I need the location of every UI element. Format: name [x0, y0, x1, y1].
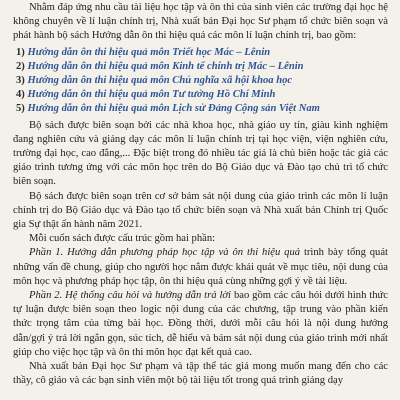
part1-title: Phần 1. Hướng dẫn phương pháp học tập và ôn thi hiệu quả	[29, 247, 301, 259]
part2-title: Phần 2. Hệ thống câu hỏi và hướng dẫn trả lời	[29, 290, 232, 302]
intro-paragraph: Nhằm đáp ứng nhu cầu tài liệu học tập và ôn thi của sinh viên các trường đại học hệ không chuyên về lí luận chính trị, Nhà xuất bản Đại học Sư phạm tổ chức biên soạn và phát hành bộ sách Hướng dẫn ôn thi hiệu quả các môn lí luận chính trị, bao gồm:	[13, 2, 388, 42]
list-item-number: 4)	[16, 89, 25, 101]
list-item-number: 2)	[16, 60, 25, 72]
basis-paragraph: Bộ sách được biên soạn trên cơ sở bám sát nội dung của giáo trình các môn lí luận chính trị do Bộ Giáo dục và Đào tạo tổ chức biên soạn và Nhà xuất bản Chính trị Quốc gia Sự thật ấn hành năm 2021.	[13, 190, 388, 231]
list-item-title: Hướng dẫn ôn thi hiệu quả môn Lịch sử Đảng Cộng sản Việt Nam	[27, 103, 320, 115]
part2-text: bao gồm các câu hỏi dưới hình thức tự luận được biên soạn theo logic nội dung của các chương, tập trung vào phần kiến thức trọng tâm của từng bài học. Đồng thời, dưới mỗi câu hỏi là nội dung hướng dẫn/gợi ý trả lời ngắn gọn, súc tích, dễ hiểu và bám sát nội dung của giáo trình mới nhất giúp cho việc học tập và ôn thi môn học đạt kết quả cao.	[13, 290, 389, 358]
list-item-title: Hướng dẫn ôn thi hiệu quả môn Triết học Mác – Lênin	[27, 46, 271, 58]
structure-intro-paragraph: Mỗi cuốn sách được cấu trúc gồm hai phần:	[29, 233, 216, 245]
list-item	[13, 60, 388, 74]
list-item	[13, 88, 388, 102]
list-item-title: Hướng dẫn ôn thi hiệu quả môn Kinh tế chính trị Mác – Lênin	[27, 60, 304, 72]
list-item	[13, 74, 388, 88]
part2-paragraph	[13, 289, 388, 360]
list-item-title: Hướng dẫn ôn thi hiệu quả môn Chủ nghĩa xã hội khoa học	[27, 75, 293, 87]
authors-paragraph: Bộ sách được biên soạn bởi các nhà khoa học, nhà giáo uy tín, giàu kinh nghiệm đang nghiên cứu và giảng dạy các môn lí luận chính trị tại học viện, viện nghiên cứu, trường đại học, cao đẳng,... Đặc biệt trong đó nhiều tác giả là chủ biên hoặc tác giả các giáo trình tương ứng với các môn học trên do Bộ Giáo dục và Đào tạo chủ trì tổ chức biên soạn.	[13, 119, 388, 188]
list-item-number: 3)	[16, 75, 25, 87]
list-item-title: Hướng dẫn ôn thi hiệu quả môn Tư tưởng Hồ Chí Minh	[27, 89, 276, 101]
closing-paragraph: Nhà xuất bản Đại học Sư phạm và tập thể tác giả mong muốn mang đến cho các thầy, cô giáo và các bạn sinh viên một bộ tài liệu tốt trong quá trình giảng dạy	[13, 361, 388, 387]
book-list	[13, 46, 388, 117]
part1-paragraph	[13, 246, 388, 289]
part1-text: trình bày tổng quát những vấn đề chung, giúp cho người học nắm được khái quát về mục tiêu, nội dung của môn học và phương pháp học tập, ôn thi hiệu quả cùng những gợi ý về tài liệu.	[13, 247, 388, 287]
list-item-number: 1)	[16, 46, 25, 58]
list-item-number: 5)	[16, 103, 25, 115]
list-item	[13, 46, 388, 60]
list-item	[13, 102, 388, 116]
